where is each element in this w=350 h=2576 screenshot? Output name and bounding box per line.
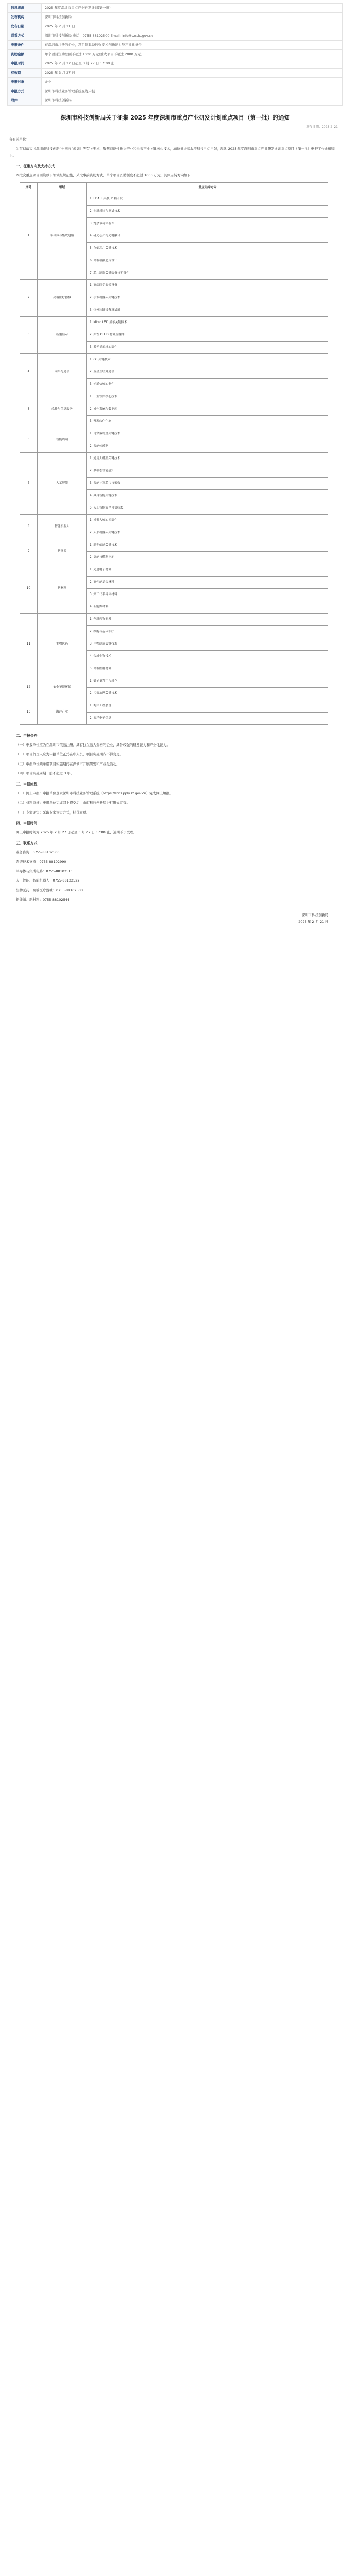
meta-value: 深圳市科技业务管理系统在线申报	[42, 87, 343, 96]
section-3-paragraph: （三）专家评审：采取专家评审方式，择优立项。	[16, 810, 90, 815]
row-topic: 7. 芯片制造关键装备与零部件	[87, 267, 328, 280]
contact-line: 系统技术支持：0755-88102990	[16, 859, 66, 864]
section-2-paragraph: （三）申报单位须承诺项目实施期间在深圳市开展研发和产业化活动。	[16, 761, 120, 766]
section-3-body	[9, 790, 341, 816]
column-header-field: 领域	[38, 183, 87, 193]
salutation: 各有关单位：	[9, 137, 29, 141]
table-row	[20, 675, 328, 688]
meta-row	[8, 78, 343, 87]
contact-line: 人工智能、智能机器人：0755-88102522	[16, 878, 80, 883]
section-heading-3: 三、申报流程	[16, 782, 38, 787]
table-row	[20, 193, 328, 206]
row-field: 新型显示	[38, 317, 87, 354]
meta-key: 发布机构	[8, 13, 42, 22]
table-row	[20, 317, 328, 329]
meta-key: 申报方式	[8, 87, 42, 96]
section-2-paragraph: （一）申报单位应为在深圳市依法注册、具有独立法人资格的企业，具备较强的研发能力和产业化能力。	[16, 742, 170, 747]
row-field: 智能终端	[38, 428, 87, 453]
row-field: 高端医疗器械	[38, 280, 87, 317]
page-title: 深圳市科技创新局关于征集 2025 年度深圳市重点产业研发计划重点项目（第一批）的通知	[60, 114, 290, 121]
row-topic: 1. 工业软件核心技术	[87, 391, 328, 403]
table-row	[20, 391, 328, 403]
row-number: 7	[20, 453, 38, 515]
meta-info-table	[7, 3, 343, 106]
row-topic: 3. 宽禁带功率器件	[87, 218, 328, 230]
row-topic: 5. 存储芯片关键技术	[87, 243, 328, 255]
row-topic: 1. 海洋工程装备	[87, 700, 328, 713]
row-field: 半导体与集成电路	[38, 193, 87, 280]
contact-line: 新能源、新材料：0755-88102544	[16, 897, 69, 902]
meta-value: 在深圳市注册的企业，项目须具备较强技术创新能力及产业化条件	[42, 41, 343, 50]
section-heading-4: 四、申报时间	[16, 821, 38, 825]
row-topic: 4. 合成生物技术	[87, 651, 328, 663]
row-topic: 5. 人工智能安全可信技术	[87, 502, 328, 515]
row-topic: 5. 高端医用材料	[87, 663, 328, 675]
row-topic: 1. 6G 关键技术	[87, 354, 328, 366]
contact-line: 半导体与集成电路：0755-88102511	[16, 869, 73, 873]
meta-value: 深圳市科技创新局 电话：0755-88102500 Email: info@szstic.gov.cn	[42, 31, 343, 41]
meta-row	[8, 4, 343, 13]
row-number: 1	[20, 193, 38, 280]
intro-paragraph: 为贯彻落实《深圳市科技创新“十四五”规划》等有关要求，聚焦战略性新兴产业和未来产业关键核心技术，加快推进高水平科技自立自强，现就 2025 年度深圳市重点产业研发计划重点项目（第一批）申报工作通知如下。	[9, 146, 335, 158]
section-4-paragraph: 网上申报时间为 2025 年 2 月 27 日起至 3 月 27 日 17:00 止，逾期不予受理。	[16, 830, 137, 835]
row-number: 10	[20, 564, 38, 614]
row-topic: 2. 先进封装与测试技术	[87, 206, 328, 218]
row-topic: 6. 高端模拟芯片设计	[87, 255, 328, 267]
row-number: 13	[20, 700, 38, 725]
row-number: 8	[20, 515, 38, 539]
row-topic: 1. 通用大模型关键技术	[87, 453, 328, 465]
section-2-body	[9, 742, 341, 776]
row-topic: 3. 激光显示核心部件	[87, 342, 328, 354]
meta-row	[8, 69, 343, 78]
row-topic: 2. 卫星互联网通信	[87, 366, 328, 379]
meta-key: 信息来源	[8, 4, 42, 13]
meta-value: 2025 年 3 月 27 日	[42, 69, 343, 78]
table-header-row	[20, 183, 328, 193]
meta-row	[8, 22, 343, 31]
meta-key: 联系方式	[8, 31, 42, 41]
row-field: 新材料	[38, 564, 87, 614]
meta-row	[8, 31, 343, 41]
section-3-paragraph: （二）材料审核：申报单位完成网上提交后，由市科技创新局进行形式审查。	[16, 801, 130, 805]
row-number: 12	[20, 675, 38, 700]
row-number: 11	[20, 614, 38, 675]
row-topic: 3. 第三代半导体材料	[87, 589, 328, 601]
row-topic: 2. 操作系统与数据库	[87, 403, 328, 416]
table-row	[20, 428, 328, 440]
row-topic: 1. Micro LED 显示关键技术	[87, 317, 328, 329]
meta-row	[8, 87, 343, 96]
meta-value: 2025 年 2 月 27 日起至 3 月 27 日 17:00 止	[42, 59, 343, 69]
title-block	[7, 114, 343, 123]
row-number: 2	[20, 280, 38, 317]
row-field: 新能源	[38, 539, 87, 564]
row-topic: 2. 氢能与燃料电池	[87, 552, 328, 564]
meta-key: 申报对象	[8, 78, 42, 87]
meta-row	[8, 96, 343, 106]
row-topic: 4. 新能源材料	[87, 601, 328, 614]
meta-value: 深圳市科技创新局	[42, 13, 343, 22]
signature-date: 2025 年 2 月 21 日	[298, 920, 328, 924]
row-field: 海洋产业	[38, 700, 87, 725]
row-field: 安全节能环保	[38, 675, 87, 700]
section-heading-5: 五、联系方式	[16, 841, 38, 845]
row-topic: 1. 先进电子材料	[87, 564, 328, 577]
row-topic: 4. 硅光芯片与光电融合	[87, 230, 328, 243]
row-topic: 1. 创新药物研发	[87, 614, 328, 626]
row-topic: 2. 高性能复合材料	[87, 577, 328, 589]
row-number: 9	[20, 539, 38, 564]
meta-key: 发布日期	[8, 22, 42, 31]
row-topic: 2. 污染治理关键技术	[87, 688, 328, 700]
table-row	[20, 564, 328, 577]
row-topic: 2. 人形机器人关键技术	[87, 527, 328, 539]
row-topic: 3. 体外诊断设备及试剂	[87, 304, 328, 317]
row-topic: 3. 智能计算芯片与架构	[87, 478, 328, 490]
row-number: 4	[20, 354, 38, 391]
row-topic: 2. 手术机器人关键技术	[87, 292, 328, 304]
contacts-list	[9, 849, 341, 903]
meta-value: 深圳市科技创新局	[42, 96, 343, 106]
column-header-topic: 重点支持方向	[87, 183, 328, 193]
row-number: 6	[20, 428, 38, 453]
row-topic: 2. 智能传感器	[87, 440, 328, 453]
publish-date: 发布日期：2025-2-21	[306, 125, 338, 129]
section-2-paragraph: （四）项目实施周期一般不超过 3 年。	[16, 771, 74, 775]
table-row	[20, 515, 328, 527]
table-row	[20, 354, 328, 366]
row-topic: 3. 开源软件生态	[87, 416, 328, 428]
section-2-paragraph: （二）项目负责人应为申报单位正式在职人员，项目实施期内不得变更。	[16, 752, 123, 757]
column-header-no: 序号	[20, 183, 38, 193]
row-number: 3	[20, 317, 38, 354]
row-topic: 2. 多模态智能感知	[87, 465, 328, 478]
meta-key: 附件	[8, 96, 42, 106]
meta-value: 企业	[42, 78, 343, 87]
section-3-paragraph: （一）网上申报：申报单位登录深圳市科技业务管理系统（https://sticapply.sz.gov.cn）完成网上填报。	[16, 791, 173, 795]
meta-value: 单个项目资助总额不超过 1000 万元(重大项目不超过 2000 万元)	[42, 50, 343, 59]
row-number: 5	[20, 391, 38, 428]
row-topic: 1. 可穿戴设备关键技术	[87, 428, 328, 440]
row-field: 生物医药	[38, 614, 87, 675]
table-row	[20, 453, 328, 465]
meta-row	[8, 50, 343, 59]
row-field: 软件与信息服务	[38, 391, 87, 428]
row-topic: 3. 生物制造关键技术	[87, 638, 328, 651]
row-topic: 2. 细胞与基因治疗	[87, 626, 328, 638]
document-body	[7, 137, 343, 926]
meta-key: 有效期	[8, 69, 42, 78]
meta-key: 申报时间	[8, 59, 42, 69]
row-topic: 1. EDA 工具及 IP 核开发	[87, 193, 328, 206]
meta-row	[8, 13, 343, 22]
support-direction-table	[20, 182, 328, 725]
row-topic: 1. 高端医学影像设备	[87, 280, 328, 292]
meta-key: 资助金额	[8, 50, 42, 59]
row-topic: 1. 碳捕集利用与封存	[87, 675, 328, 688]
table-row	[20, 280, 328, 292]
row-topic: 2. 海洋电子信息	[87, 713, 328, 725]
table-row	[20, 614, 328, 626]
table-row	[20, 700, 328, 713]
meta-value: 2025 年 2 月 21 日	[42, 22, 343, 31]
signature-block	[9, 912, 341, 925]
row-topic: 2. 柔性 OLED 材料及器件	[87, 329, 328, 342]
meta-value: 2025 年度深圳市重点产业研发计划(第一批)	[42, 4, 343, 13]
row-topic: 4. 具身智能关键技术	[87, 490, 328, 502]
section-heading-2: 二、申报条件	[16, 734, 38, 738]
row-field: 智能机器人	[38, 515, 87, 539]
table-row	[20, 539, 328, 552]
section-1-paragraph: 本批次重点项目围绕以下领域组织征集，采取事前资助方式，单个项目资助额度不超过 1000 万元，具体支持方向如下：	[16, 173, 194, 178]
contact-line: 业务咨询：0755-88102500	[16, 850, 60, 855]
row-topic: 3. 光通信核心器件	[87, 379, 328, 391]
section-heading-1: 一、征集方向及支持方式	[16, 164, 55, 168]
meta-key: 申报条件	[8, 41, 42, 50]
row-field: 人工智能	[38, 453, 87, 515]
contact-line: 生物医药、高端医疗器械：0755-88102533	[16, 888, 83, 892]
row-field: 网络与通信	[38, 354, 87, 391]
meta-row	[8, 41, 343, 50]
signature-org: 深圳市科技创新局	[302, 913, 328, 918]
row-topic: 1. 机器人核心零部件	[87, 515, 328, 527]
meta-row	[8, 59, 343, 69]
row-topic: 1. 新型储能关键技术	[87, 539, 328, 552]
